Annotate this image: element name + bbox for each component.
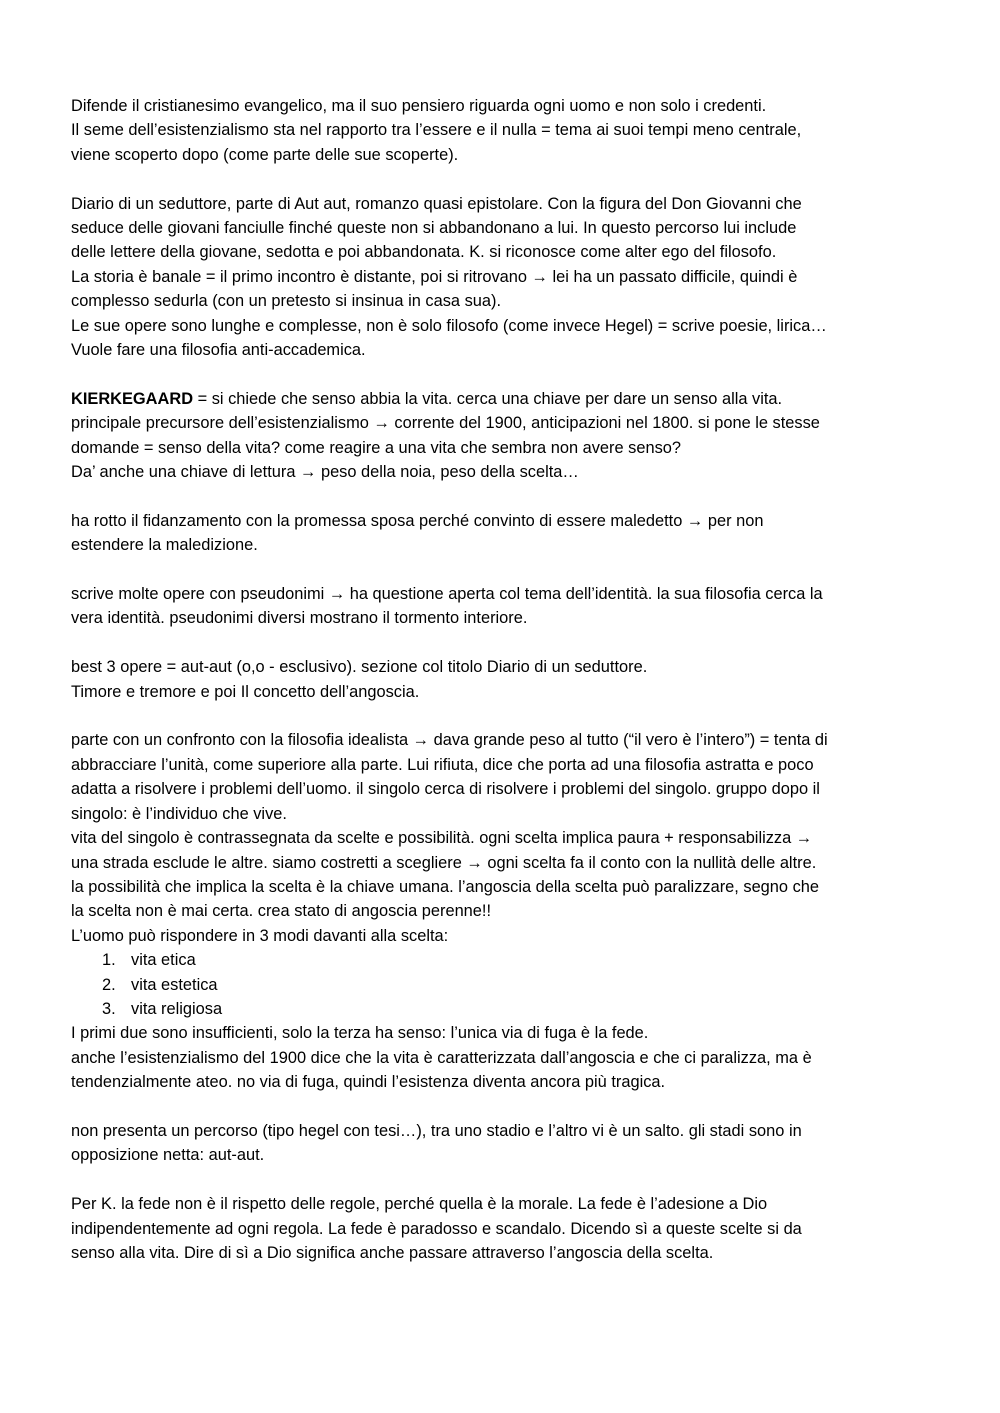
paragraph-kierkegaard [71, 387, 931, 485]
text-line: una strada esclude le altre. siamo costretti a scegliere → ogni scelta fa il conto con la nullità delle altre. [71, 853, 817, 872]
paragraph-fidanzamento [71, 509, 931, 558]
text-line: domande = senso della vita? come reagire a una vita che sembra non avere senso? [71, 438, 682, 457]
text-line: principale precursore dell’esistenzialismo → corrente del 1900, anticipazioni nel 1800. si pone le stesse [71, 414, 820, 433]
text-line: la possibilità che implica la scelta è la chiave umana. l’angoscia della scelta può paralizzare, segno che [71, 877, 820, 896]
text-line [71, 387, 931, 411]
text-line: vera identità. pseudonimi diversi mostrano il tormento interiore. [71, 609, 528, 628]
paragraph-opere [71, 655, 931, 704]
paragraph-pseudonimi [71, 582, 931, 631]
paragraph-idealismo [71, 728, 931, 1094]
paragraph-diario [71, 192, 931, 363]
text-line: viene scoperto dopo (come parte delle sue scoperte). [71, 145, 459, 164]
text-line: Le sue opere sono lunghe e complesse, non è solo filosofo (come invece Hegel) = scrive poesie, lirica… [71, 316, 827, 335]
paragraph-stadi [71, 1119, 931, 1168]
list-item [71, 997, 931, 1021]
text-line: Vuole fare una filosofia anti-accademica. [71, 341, 366, 360]
text-line: Difende il cristianesimo evangelico, ma il suo pensiero riguarda ogni uomo e non solo i credenti. [71, 97, 767, 115]
text-line: seduce delle giovani fanciulle finché queste non si abbandonano a lui. In questo percorso lui include [71, 219, 797, 238]
text-line: scrive molte opere con pseudonimi → ha questione aperta col tema dell’identità. la sua filosofia cerca la [71, 585, 823, 604]
text-line: I primi due sono insufficienti, solo la terza ha senso: l’unica via di fuga è la fede. [71, 1024, 649, 1043]
text-line: Il seme dell’esistenzialismo sta nel rapporto tra l’essere e il nulla = tema ai suoi tempi meno centrale, [71, 121, 802, 140]
text-line: non presenta un percorso (tipo hegel con tesi…), tra uno stadio e l’altro vi è un salto. gli stadi sono in [71, 1121, 802, 1140]
text-line: delle lettere della giovane, sedotta e poi abbandonata. K. si riconosce come alter ego del filosofo. [71, 243, 777, 262]
paragraph-fede [71, 1192, 931, 1265]
list-item [71, 973, 931, 997]
text-line: opposizione netta: aut-aut. [71, 1146, 265, 1165]
text-line-rest: = si chiede che senso abbia la vita. cerca una chiave per dare un senso alla vita. [193, 389, 783, 408]
text-line: Da’ anche una chiave di lettura → peso della noia, peso della scelta… [71, 463, 579, 482]
text-line: singolo: è l’individuo che vive. [71, 804, 287, 823]
text-line: tendenzialmente ateo. no via di fuga, quindi l’esistenza diventa ancora più tragica. [71, 1073, 666, 1092]
text-line: best 3 opere = aut-aut (o,o - esclusivo). sezione col titolo Diario di un seduttore. [71, 658, 648, 677]
text-line: anche l’esistenzialismo del 1900 dice che la vita è caratterizzata dall’angoscia e che ci paralizza, ma è [71, 1048, 812, 1067]
text-line: La storia è banale = il primo incontro è distante, poi si ritrovano → lei ha un passato difficile, quindi è [71, 267, 798, 286]
text-line: senso alla vita. Dire di sì a Dio significa anche passare attraverso l’angoscia della scelta. [71, 1243, 714, 1262]
text-line: indipendentemente ad ogni regola. La fede è paradosso e scandalo. Dicendo sì a queste scelte si da [71, 1219, 802, 1238]
text-line: estendere la maledizione. [71, 536, 258, 555]
text-line: Per K. la fede non è il rispetto delle regole, perché quella è la morale. La fede è l’adesione a Dio [71, 1195, 768, 1214]
text-line: Diario di un seduttore, parte di Aut aut, romanzo quasi epistolare. Con la figura del Don Giovanni che [71, 194, 802, 213]
text-line: parte con un confronto con la filosofia idealista → dava grande peso al tutto (“il vero è l’intero”) = tenta di [71, 731, 828, 750]
list-text: vita estetica [131, 975, 218, 994]
text-line: abbracciare l’unità, come superiore alla parte. Lui rifiuta, dice che porta ad una filosofia astratta e poco [71, 755, 814, 774]
text-line: vita del singolo è contrassegnata da scelte e possibilità. ogni scelta implica paura + responsabilizza → [71, 829, 813, 848]
text-line: ha rotto il fidanzamento con la promessa sposa perché convinto di essere maledetto → per non [71, 511, 764, 530]
list-number: 2. [102, 975, 116, 994]
text-line: adatta a risolvere i problemi dell’uomo. il singolo cerca di risolvere i problemi del singolo. gruppo dopo il [71, 780, 820, 799]
list-number: 1. [102, 951, 116, 970]
paragraph-intro [71, 94, 931, 167]
text-line: L’uomo può rispondere in 3 modi davanti alla scelta: [71, 926, 449, 945]
text-line: la scelta non è mai certa. crea stato di angoscia perenne!! [71, 902, 492, 921]
list-text: vita religiosa [131, 999, 223, 1018]
text-line: Timore e tremore e poi Il concetto dell’angoscia. [71, 682, 420, 701]
document-page [71, 94, 931, 1290]
numbered-list [71, 948, 931, 1021]
list-text: vita etica [131, 951, 196, 970]
list-number: 3. [102, 999, 116, 1018]
heading-kierkegaard: KIERKEGAARD [71, 389, 194, 408]
list-item [71, 948, 931, 972]
text-line: complesso sedurla (con un pretesto si insinua in casa sua). [71, 292, 502, 311]
